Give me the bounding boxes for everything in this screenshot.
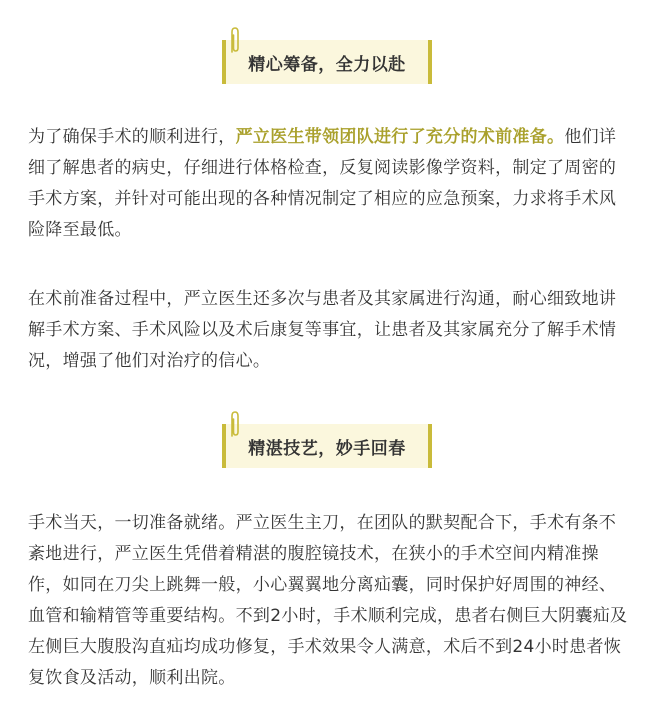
paragraph-preparation bbox=[28, 122, 632, 246]
paperclip-icon bbox=[228, 26, 242, 56]
paragraph-communication: 在术前准备过程中，严立医生还多次与患者及其家属进行沟通，耐心细致地讲解手术方案、手术风险以及术后康复等事宜，让患者及其家属充分了解手术情况，增强了他们对治疗的信心。 bbox=[28, 289, 617, 371]
section-title-2: 精湛技艺，妙手回春 bbox=[248, 439, 406, 459]
paragraph-surgery: 手术当天，一切准备就绪。严立医生主刀，在团队的默契配合下，手术有条不紊地进行，严立医生凭借着精湛的腹腔镜技术，在狭小的手术空间内精准操作，如同在刀尖上跳舞一般，小心翼翼地分离疝囊，同时保护好周围的神经、血管和输精管等重要结构。不到2小时，手术顺利完成，患者右侧巨大阴囊疝及左侧巨大腹股沟直疝均成功修复，手术效果令人满意，术后不到24小时患者恢复饮食及活动，顺利出院。 bbox=[28, 513, 628, 688]
section-title-box-2 bbox=[222, 424, 432, 468]
paperclip-icon bbox=[228, 410, 242, 440]
paragraph-body-text: 他们详细了解患者的病史，仔细进行体格检查，反复阅读影像学资料，制定了周密的手术方案，并针对可能出现的各种情况制定了相应的应急预案，力求将手术风险降至最低。 bbox=[28, 127, 617, 240]
paragraph-lead-text: 为了确保手术的顺利进行， bbox=[28, 127, 236, 147]
section-title-1: 精心筹备，全力以赴 bbox=[248, 55, 406, 75]
section-header-2 bbox=[0, 424, 656, 484]
section-title-box-1 bbox=[222, 40, 432, 84]
section-header-1 bbox=[0, 40, 656, 100]
highlight-text: 严立医生带领团队进行了充分的术前准备。 bbox=[235, 127, 565, 147]
